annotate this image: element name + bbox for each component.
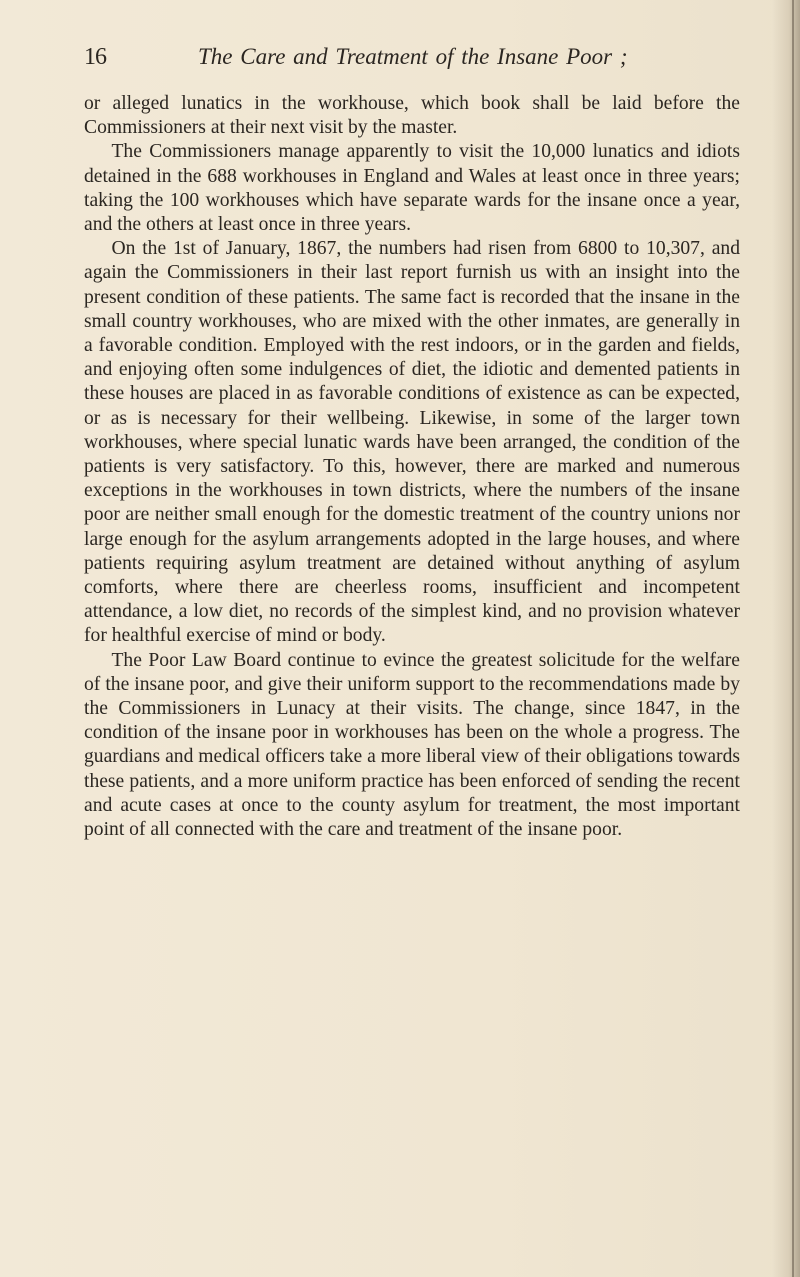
page-header (84, 44, 744, 80)
page-edge-shadow (772, 0, 800, 1277)
paragraph-3: On the 1st of January, 1867, the numbers had risen from 6800 to 10,307, and again the Commissioners in their last report furnish us with an insight into the present condition of these patients. The same fact is recorded that the insane in the small country workhouses, who are mixed with the other inmates, are generally in a favorable condition. Employed with the rest indoors, or in the garden and fields, and enjoying often some indulgences of diet, the idiotic and demented patients in these houses are placed in as favorable conditions of existence as can be expected, or as is necessary for their wellbeing. Likewise, in some of the larger town workhouses, where special lunatic wards have been arranged, the condition of the patients is very satisfactory. To this, however, there are marked and numerous exceptions in the workhouses in town districts, where the numbers of the insane poor are neither small enough for the domestic treatment of the country unions nor large enough for the asylum arrangements adopted in the large houses, and where patients requiring asylum treatment are detained without anything of asylum comforts, where there are cheerless rooms, insufficient and incompetent attendance, a low diet, no records of the simplest kind, and no provision whatever for healthful exercise of mind or body. (84, 238, 740, 647)
paragraph-4: The Poor Law Board continue to evince the greatest solicitude for the welfare of the insane poor, and give their uniform support to the recommendations made by the Commissioners in Lunacy at their visits. The change, since 1847, in the condition of the insane poor in workhouses has been on the whole a progress. The guardians and medical officers take a more liberal view of their obligations towards these patients, and a more uniform practice has been enforced of sending the recent and acute cases at once to the county asylum for treatment, the most important point of all connected with the care and treatment of the insane poor. (84, 649, 740, 841)
paragraph-1: or alleged lunatics in the workhouse, which book shall be laid before the Commissioners at their next visit by the master. (84, 93, 740, 139)
running-head: The Care and Treatment of the Insane Poor ; (198, 44, 628, 69)
body-text (84, 92, 740, 842)
page-number: 16 (84, 44, 106, 70)
page-edge-line (792, 0, 794, 1277)
paragraph-2: The Commissioners manage apparently to visit the 10,000 lunatics and idiots detained in the 688 workhouses in England and Wales at least once in three years; taking the 100 workhouses which have separate wards for the insane once a year, and the others at least once in three years. (84, 141, 740, 236)
